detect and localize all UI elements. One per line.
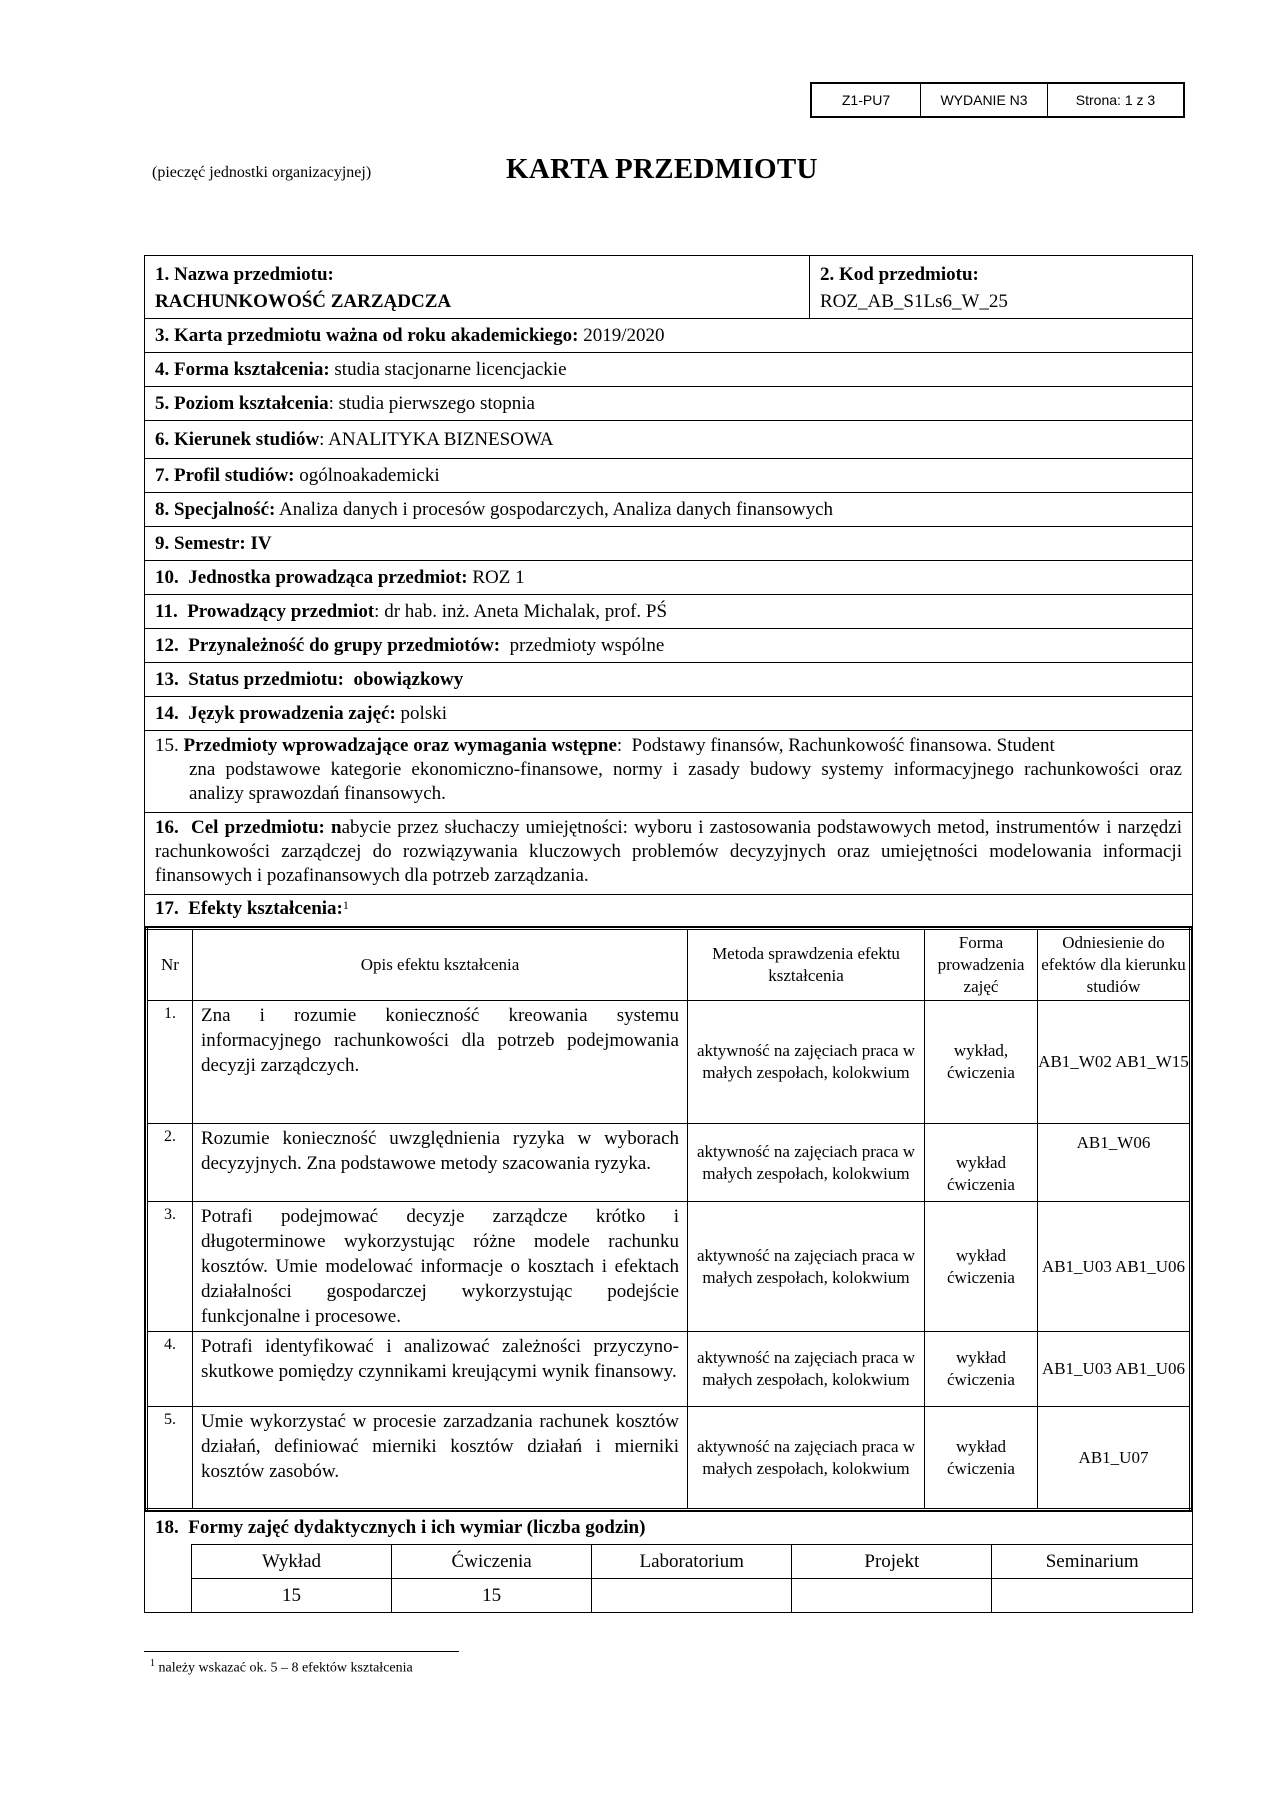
outcome-form: wykład ćwiczenia bbox=[925, 1407, 1038, 1510]
row-education-form bbox=[145, 353, 1192, 387]
outcome-form: wykład ćwiczenia bbox=[925, 1332, 1038, 1407]
row-number: 1. bbox=[147, 1001, 193, 1124]
row-valid-from bbox=[145, 319, 1192, 353]
outcome-reference: AB1_U07 bbox=[1038, 1407, 1191, 1510]
row-lecturer bbox=[145, 595, 1192, 629]
learning-outcomes-label: 17. Efekty kształcenia: bbox=[155, 898, 343, 919]
field-of-study-label: 6. Kierunek studiów bbox=[155, 428, 320, 450]
valid-from-label: 3. Karta przedmiotu ważna od roku akademickiego: bbox=[155, 324, 579, 346]
specialization-label: 8. Specjalność: bbox=[155, 498, 276, 520]
row-unit bbox=[145, 561, 1192, 595]
outcome-reference: AB1_U03 AB1_U06 bbox=[1038, 1332, 1191, 1407]
row-course-goal bbox=[145, 813, 1192, 895]
outcome-reference: AB1_U03 AB1_U06 bbox=[1038, 1202, 1191, 1332]
table-row bbox=[147, 1124, 1191, 1202]
table-row bbox=[147, 1332, 1191, 1407]
hours-exercises: 15 bbox=[392, 1579, 592, 1613]
field-of-study-value: : ANALITYKA BIZNESOWA bbox=[319, 428, 554, 450]
hours-header-exercises: Ćwiczenia bbox=[392, 1545, 592, 1579]
hours-value-row bbox=[192, 1579, 1193, 1613]
prerequisites-label: Przedmioty wprowadzające oraz wymagania wstępne bbox=[183, 735, 617, 756]
footnote-divider bbox=[144, 1651, 459, 1652]
lecturer-label: 11. Prowadzący przedmiot bbox=[155, 600, 375, 622]
outcome-description: Rozumie konieczność uwzględnienia ryzyka w wyborach decyzyjnych. Zna podstawowe metody szacowania ryzyka. bbox=[193, 1124, 688, 1202]
row-number: 2. bbox=[147, 1124, 193, 1202]
header-reference: Odniesienie do efektów dla kierunku studiów bbox=[1038, 929, 1191, 1001]
lecturer-value: : dr hab. inż. Aneta Michalak, prof. PŚ bbox=[374, 600, 668, 622]
education-form-label: 4. Forma kształcenia: bbox=[155, 358, 330, 380]
unit-label: 10. Jednostka prowadząca przedmiot: bbox=[155, 566, 468, 588]
course-code-label: 2. Kod przedmiotu: bbox=[820, 264, 979, 285]
hours-project bbox=[792, 1579, 992, 1613]
row-prerequisites bbox=[145, 731, 1192, 813]
page-title: KARTA PRZEDMIOTU bbox=[506, 153, 818, 185]
document-edition: WYDANIE N3 bbox=[921, 84, 1048, 116]
table-row bbox=[147, 1407, 1191, 1510]
row-learning-outcomes bbox=[145, 895, 1192, 927]
row-number: 3. bbox=[147, 1202, 193, 1332]
hours-header-seminar: Seminarium bbox=[992, 1545, 1192, 1579]
header-description: Opis efektu kształcenia bbox=[193, 929, 688, 1001]
hours-header-row bbox=[192, 1545, 1193, 1579]
row-course-status bbox=[145, 663, 1192, 697]
class-hours-table bbox=[191, 1544, 1192, 1612]
course-name-label: 1. Nazwa przedmiotu: bbox=[155, 264, 334, 285]
learning-outcomes-section bbox=[145, 927, 1192, 1512]
row-number: 5. bbox=[147, 1407, 193, 1510]
hours-laboratory bbox=[592, 1579, 792, 1613]
hours-header-lecture: Wykład bbox=[192, 1545, 392, 1579]
outcome-method: aktywność na zajęciach praca w małych zespołach, kolokwium bbox=[688, 1001, 925, 1124]
study-profile-label: 7. Profil studiów: bbox=[155, 464, 295, 486]
course-name-cell bbox=[145, 256, 810, 318]
outcome-description: Umie wykorzystać w procesie zarzadzania rachunek kosztów działań, definiować mierniki kosztów działań i mierniki kosztów zasobów. bbox=[193, 1407, 688, 1510]
language-label: 14. Język prowadzenia zajęć: bbox=[155, 702, 396, 724]
class-forms-label: 18. Formy zajęć dydaktycznych i ich wymiar (liczba godzin) bbox=[155, 1517, 646, 1538]
row-semester bbox=[145, 527, 1192, 561]
table-row bbox=[147, 1001, 1191, 1124]
course-status-label: 13. Status przedmiotu: obowiązkowy bbox=[155, 668, 464, 690]
education-level-label: 5. Poziom kształcenia bbox=[155, 392, 329, 414]
course-goal-label: 16. Cel przedmiotu: n bbox=[155, 817, 342, 838]
table-row bbox=[147, 1202, 1191, 1332]
course-code-cell bbox=[810, 256, 1192, 318]
row-education-level bbox=[145, 387, 1192, 421]
outcome-reference: AB1_W02 AB1_W15 bbox=[1038, 1001, 1191, 1124]
outcome-description: Potrafi podejmować decyzje zarządcze krótko i długoterminowe wykorzystując różne modele rachunku kosztów. Umie modelować informacje o kosztach i efektach działalności gospodarczej wykorzystując podejście funkcjonalne i procesowe. bbox=[193, 1202, 688, 1332]
header-nr: Nr bbox=[147, 929, 193, 1001]
row-course-name-code bbox=[145, 256, 1192, 319]
outcomes-header-row bbox=[147, 929, 1191, 1001]
outcome-reference: AB1_W06 bbox=[1038, 1124, 1191, 1202]
row-course-group bbox=[145, 629, 1192, 663]
education-level-value: : studia pierwszego stopnia bbox=[328, 392, 535, 414]
hours-seminar bbox=[992, 1579, 1192, 1613]
course-group-value: przedmioty wspólne bbox=[500, 634, 665, 656]
row-number: 4. bbox=[147, 1332, 193, 1407]
footnote-ref: 1 bbox=[342, 898, 349, 912]
unit-value: ROZ 1 bbox=[467, 566, 525, 588]
course-card-form bbox=[144, 255, 1193, 1613]
prerequisites-value-1: : Podstawy finansów, Rachunkowość finansowa. Student bbox=[616, 735, 1055, 756]
outcome-method: aktywność na zajęciach praca w małych zespołach, kolokwium bbox=[688, 1332, 925, 1407]
study-profile-value: ogólnoakademicki bbox=[294, 464, 440, 486]
document-code: Z1-PU7 bbox=[812, 84, 921, 116]
row-class-forms bbox=[145, 1512, 1192, 1544]
stamp-label: (pieczęć jednostki organizacyjnej) bbox=[152, 164, 372, 181]
language-value: polski bbox=[395, 702, 447, 724]
outcome-form: wykład ćwiczenia bbox=[925, 1124, 1038, 1202]
row-language bbox=[145, 697, 1192, 731]
semester-label: 9. Semestr: IV bbox=[155, 532, 272, 554]
outcome-description: Potrafi identyfikować i analizować zależności przyczyno-skutkowe pomiędzy czynnikami kreującymi wynik finansowy. bbox=[193, 1332, 688, 1407]
specialization-value: Analiza danych i procesów gospodarczych, Analiza danych finansowych bbox=[275, 498, 833, 520]
hours-header-project: Projekt bbox=[792, 1545, 992, 1579]
outcome-form: wykład, ćwiczenia bbox=[925, 1001, 1038, 1124]
outcome-method: aktywność na zajęciach praca w małych zespołach, kolokwium bbox=[688, 1202, 925, 1332]
outcome-form: wykład ćwiczenia bbox=[925, 1202, 1038, 1332]
page-number: Strona: 1 z 3 bbox=[1075, 92, 1156, 108]
row-field-of-study bbox=[145, 421, 1192, 459]
document-header-box bbox=[810, 82, 1185, 118]
row-specialization bbox=[145, 493, 1192, 527]
education-form-value: studia stacjonarne licencjackie bbox=[329, 358, 567, 380]
outcome-description: Zna i rozumie konieczność kreowania systemu informacyjnego rachunkowości dla potrzeb podejmowania decyzji zarządczych. bbox=[193, 1001, 688, 1124]
row-study-profile bbox=[145, 459, 1192, 493]
valid-from-value: 2019/2020 bbox=[578, 324, 665, 346]
outcome-method: aktywność na zajęciach praca w małych zespołach, kolokwium bbox=[688, 1407, 925, 1510]
header-method: Metoda sprawdzenia efektu kształcenia bbox=[688, 929, 925, 1001]
course-goal-value: abycie przez słuchaczy umiejętności: wyboru i zastosowania podstawowych metod, instrumentów i narzędzi rachunkowości zarządczej do rozwiązywania kluczowych problemów decyzyjnych oraz umiejętności modelowania informacji finansowych i pozafinansowych dla potrzeb zarządzania. bbox=[155, 817, 1182, 886]
hours-header-laboratory: Laboratorium bbox=[592, 1545, 792, 1579]
hours-lecture: 15 bbox=[192, 1579, 392, 1613]
class-hours-section bbox=[145, 1544, 1192, 1612]
course-group-label: 12. Przynależność do grupy przedmiotów: bbox=[155, 634, 501, 656]
header-form: Forma prowadzenia zajęć bbox=[925, 929, 1038, 1001]
course-code-value: ROZ_AB_S1Ls6_W_25 bbox=[820, 291, 1008, 312]
course-name-value: RACHUNKOWOŚĆ ZARZĄDCZA bbox=[155, 291, 452, 312]
footnote bbox=[150, 1658, 413, 1677]
learning-outcomes-table bbox=[145, 927, 1192, 1511]
prerequisites-value-2: zna podstawowe kategorie ekonomiczno-finansowe, normy i zasady budowy systemy informacyjnego rachunkowości oraz analizy sprawozdań finansowych. bbox=[189, 759, 1182, 804]
outcome-method: aktywność na zajęciach praca w małych zespołach, kolokwium bbox=[688, 1124, 925, 1202]
footnote-text: należy wskazać ok. 5 – 8 efektów kształcenia bbox=[155, 1660, 413, 1676]
prerequisites-number: 15. bbox=[155, 735, 184, 756]
footnote-mark: 1 bbox=[150, 1658, 155, 1669]
